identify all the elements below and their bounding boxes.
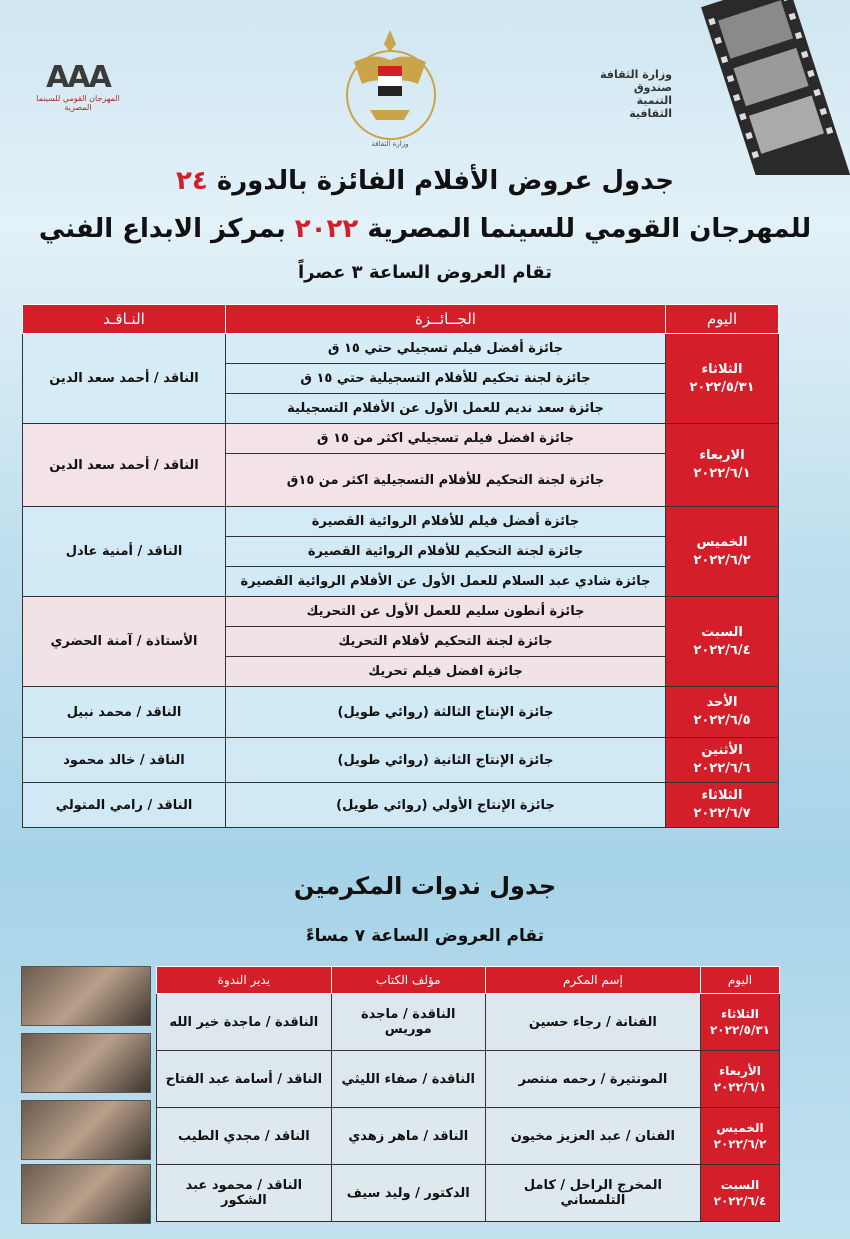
- schedule-day-date: ٢٠٢٢/٦/٧: [693, 806, 751, 821]
- seminar-author-cell: الناقد / ماهر زهدي: [331, 1108, 485, 1165]
- schedule-day-date: ٢٠٢٢/٦/٢: [693, 552, 751, 568]
- schedule-row: [23, 687, 779, 738]
- honoree-photo-2: [21, 1033, 151, 1093]
- schedule-day-name: الاربعاء: [699, 448, 745, 463]
- seminar-row: [157, 1165, 780, 1222]
- award-cell: جائزة افضل فيلم تسجيلي اكثر من ١٥ ق: [226, 424, 666, 454]
- critic-cell: الناقد / أحمد سعد الدين: [23, 424, 226, 507]
- eagle-emblem: [344, 22, 436, 150]
- seminar-row: [157, 1108, 780, 1165]
- award-cell: جائزة الإنتاج الأولي (روائي طويل): [226, 783, 666, 828]
- honoree-photo-4: [21, 1164, 151, 1224]
- seminar-day: الثلاثاء: [721, 1007, 759, 1021]
- schedule-day-name: السبت: [701, 624, 743, 640]
- seminar-day-cell: [701, 1165, 780, 1222]
- award-cell: جائزة أفضل فيلم للأفلام الروائية القصيرة: [226, 507, 666, 537]
- seminar-moderator-cell: الناقد / مجدي الطيب: [157, 1108, 332, 1165]
- schedule-day-date: ٢٠٢٢/٦/٤: [693, 642, 751, 658]
- seminar-header-moderator: يدير الندوة: [157, 967, 332, 994]
- seminar-honoree-cell: الفنانة / رجاء حسين: [485, 994, 700, 1051]
- seminars-table: [156, 966, 780, 1222]
- seminar-moderator-cell: الناقدة / ماجدة خير الله: [157, 994, 332, 1051]
- seminar-date: ٢٠٢٢/٥/٣١: [709, 1023, 771, 1037]
- awards-schedule-table: [22, 304, 779, 828]
- seminar-date: ٢٠٢٢/٦/١: [713, 1080, 767, 1094]
- page-title-line1: [0, 166, 850, 196]
- seminar-moderator-cell: الناقد / أسامة عبد الفتاح: [157, 1051, 332, 1108]
- page-title-line2: [0, 214, 850, 244]
- seminar-header-author: مؤلف الكتاب: [331, 967, 485, 994]
- title-line2-prefix: للمهرجان القومي للسينما المصرية: [367, 214, 812, 244]
- seminar-header-day: اليوم: [701, 967, 780, 994]
- schedule-row: [23, 334, 779, 364]
- schedule-row: [23, 738, 779, 783]
- schedule-day-name: الثلاثاء: [701, 361, 743, 377]
- schedule-row: [23, 597, 779, 627]
- schedule-day-cell: [666, 738, 779, 783]
- honoree-photo-3: [21, 1100, 151, 1160]
- critic-cell: الناقد / أحمد سعد الدين: [23, 334, 226, 424]
- edition-number: ٢٤: [176, 166, 208, 196]
- schedule-day-name: الثلاثاء: [701, 788, 743, 803]
- award-cell: جائزة الإنتاج الثالثة (روائي طويل): [226, 687, 666, 738]
- seminar-day: السبت: [720, 1178, 760, 1192]
- festival-logo-caption: المهرجان القومي للسينما المصرية: [36, 94, 120, 112]
- seminar-day-cell: [701, 994, 780, 1051]
- cultural-fund-logo: [600, 68, 672, 132]
- seminars-time: تقام العروض الساعة ٧ مساءً: [305, 926, 545, 946]
- seminar-row: [157, 1051, 780, 1108]
- award-cell: جائزة لجنة تحكيم للأفلام التسجيلية حتي ١٥ ق: [226, 364, 666, 394]
- critic-cell: الناقد / أمنية عادل: [23, 507, 226, 597]
- critic-cell: الناقد / خالد محمود: [23, 738, 226, 783]
- seminar-day: الخميس: [716, 1121, 764, 1135]
- schedule-day-date: ٢٠٢٢/٦/٦: [693, 761, 751, 776]
- seminar-author-cell: الدكتور / وليد سيف: [331, 1165, 485, 1222]
- seminar-author-cell: الناقدة / ماجدة موريس: [331, 994, 485, 1051]
- cultural-fund-line2: صندوق التنمية الثقافية: [629, 81, 672, 120]
- schedule-day-cell: [666, 424, 779, 507]
- festival-logo-letters: AAA: [46, 60, 110, 95]
- schedule-day-cell: [666, 597, 779, 687]
- award-cell: جائزة لجنة التحكيم للأفلام الروائية القصيرة: [226, 537, 666, 567]
- seminar-honoree-cell: المخرج الراحل / كامل التلمساني: [485, 1165, 700, 1222]
- seminar-day: الأربعاء: [719, 1064, 761, 1078]
- schedule-day-name: الأثنين: [701, 743, 743, 758]
- seminar-header-honoree: إسم المكرم: [485, 967, 700, 994]
- schedule-day-name: الأحد: [706, 695, 738, 710]
- schedule-row: [23, 424, 779, 454]
- critic-cell: الناقد / محمد نبيل: [23, 687, 226, 738]
- seminars-title: جدول ندوات المكرمين: [293, 872, 557, 900]
- award-cell: جائزة افضل فيلم تحريك: [226, 657, 666, 687]
- seminar-moderator-cell: الناقد / محمود عبد الشكور: [157, 1165, 332, 1222]
- award-cell: جائزة شادي عبد السلام للعمل الأول عن الأفلام الروائية القصيرة: [226, 567, 666, 597]
- seminar-date: ٢٠٢٢/٦/٤: [713, 1194, 767, 1208]
- schedule-row: [23, 507, 779, 537]
- award-cell: جائزة لجنة التحكيم للأفلام التسجيلية اكثر من ١٥ق: [226, 454, 666, 507]
- schedule-day-cell: [666, 507, 779, 597]
- schedule-day-cell: [666, 687, 779, 738]
- schedule-day-cell: [666, 334, 779, 424]
- header-critic: النـاقـد: [23, 305, 226, 334]
- schedule-day-name: الخميس: [696, 534, 748, 550]
- title-line1-text: جدول عروض الأفلام الفائزة بالدورة: [216, 166, 674, 196]
- schedule-day-date: ٢٠٢٢/٦/١: [693, 466, 751, 481]
- award-cell: جائزة سعد نديم للعمل الأول عن الأفلام التسجيلية: [226, 394, 666, 424]
- seminar-honoree-cell: المونتيرة / رحمه منتصر: [485, 1051, 700, 1108]
- award-cell: جائزة أفضل فيلم تسجيلي حتي ١٥ ق: [226, 334, 666, 364]
- schedule-day-date: ٢٠٢٢/٥/٣١: [689, 379, 755, 395]
- award-cell: جائزة الإنتاج الثانية (روائي طويل): [226, 738, 666, 783]
- schedule-body: [23, 334, 779, 828]
- seminar-date: ٢٠٢٢/٦/٢: [713, 1137, 767, 1151]
- seminar-honoree-cell: الفنان / عبد العزيز مخيون: [485, 1108, 700, 1165]
- schedule-day-cell: [666, 783, 779, 828]
- award-cell: جائزة لجنة التحكيم لأفلام التحريك: [226, 627, 666, 657]
- ministry-caption: وزارة الثقافة: [371, 140, 409, 148]
- critic-cell: الناقد / رامي المتولي: [23, 783, 226, 828]
- critic-cell: الأستاذة / آمنة الحضري: [23, 597, 226, 687]
- seminar-author-cell: الناقدة / صفاء الليثي: [331, 1051, 485, 1108]
- cultural-fund-line1: وزارة الثقافة: [600, 68, 672, 81]
- award-cell: جائزة أنطون سليم للعمل الأول عن التحريك: [226, 597, 666, 627]
- seminar-row: [157, 994, 780, 1051]
- seminar-day-cell: [701, 1051, 780, 1108]
- film-strip-decoration: [690, 0, 850, 175]
- festival-year: ٢٠٢٢: [294, 214, 359, 244]
- schedule-day-date: ٢٠٢٢/٦/٥: [693, 713, 751, 728]
- honoree-photo-1: [21, 966, 151, 1026]
- screening-time: تقام العروض الساعة ٣ عصراً: [297, 262, 553, 283]
- festival-logo: [22, 62, 134, 112]
- header-day: اليوم: [666, 305, 779, 334]
- seminar-day-cell: [701, 1108, 780, 1165]
- header-award: الجــائــزة: [226, 305, 666, 334]
- schedule-row: [23, 783, 779, 828]
- title-line2-suffix: بمركز الابداع الفني: [38, 214, 286, 244]
- seminars-body: [157, 994, 780, 1222]
